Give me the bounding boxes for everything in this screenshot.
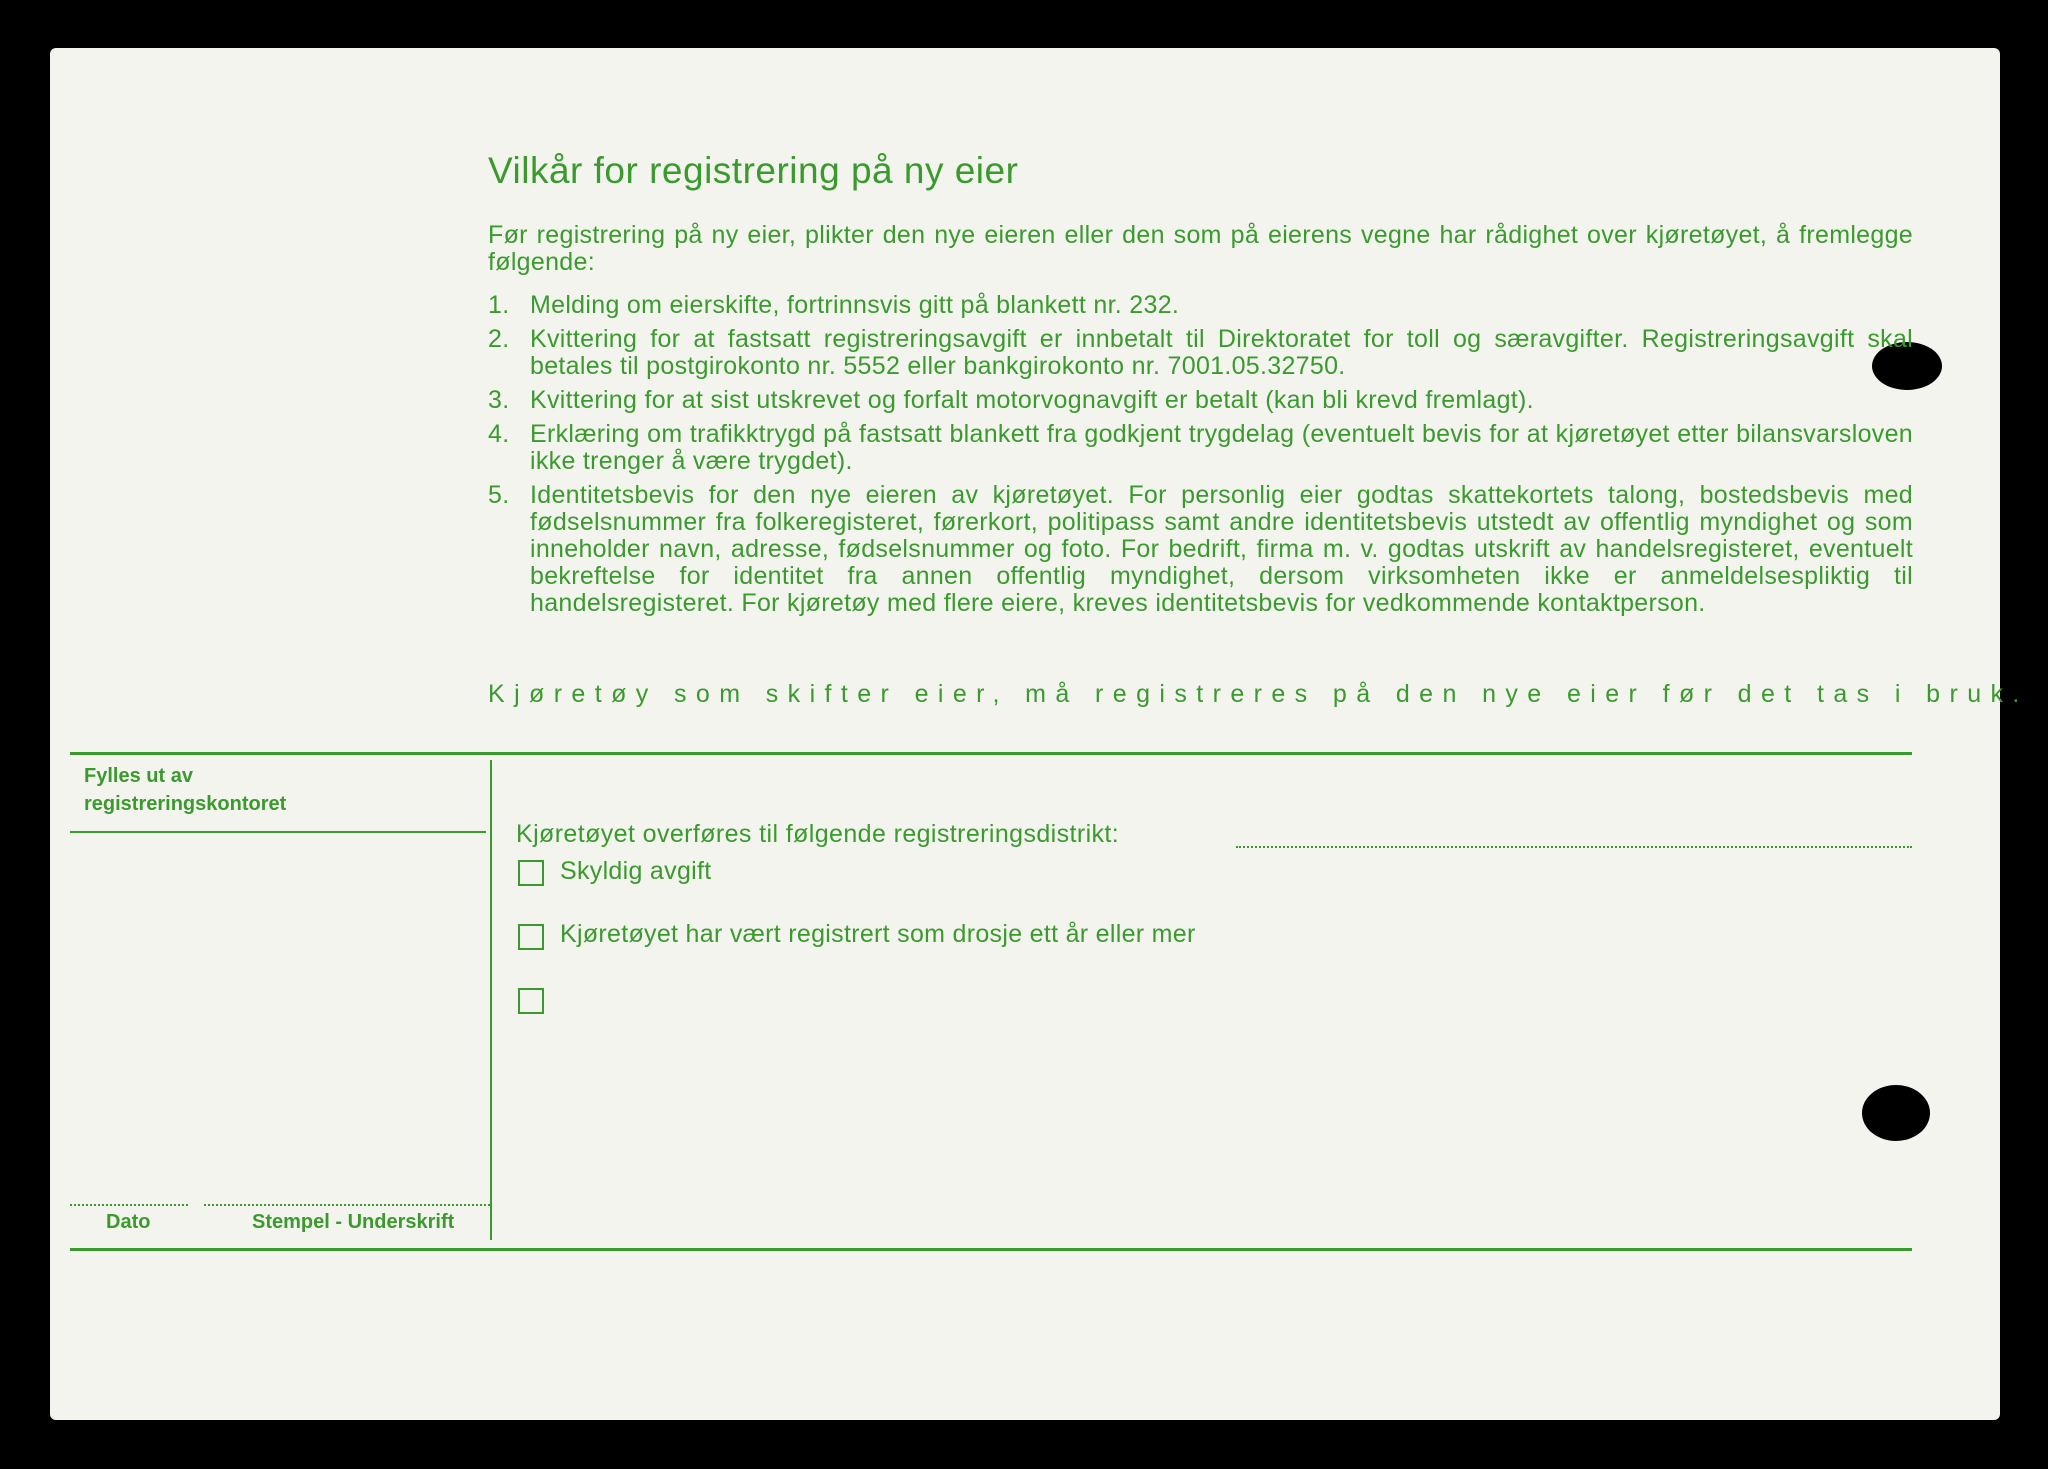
divider-bottom [70, 1248, 1912, 1251]
divider-top [70, 752, 1912, 755]
stamp-signature-field[interactable] [204, 1204, 490, 1206]
district-label: Kjøretøyet overføres til følgende registreringsdistrikt: [516, 820, 1120, 848]
list-item [488, 421, 1913, 475]
date-field[interactable] [70, 1204, 188, 1206]
warning-text: Kjøretøy som skifter eier, må registreres på den nye eier før det tas i bruk. [488, 680, 2029, 708]
item-number: 4. [488, 420, 510, 448]
stamp-signature-label: Stempel - Underskrift [252, 1211, 455, 1233]
item-text: Erklæring om trafikktrygd på fastsatt blankett fra godkjent trygdelag (eventuelt bevis for at kjøretøyet etter bilansvarsloven ikke trenger å være trygdet). [530, 420, 1913, 475]
list-item [488, 326, 1913, 380]
checkbox-skyldig-avgift[interactable] [518, 860, 544, 886]
document-title: Vilkår for registrering på ny eier [488, 150, 1019, 191]
item-text: Kvittering for at fastsatt registreringsavgift er innbetalt til Direktoratet for toll og særavgifter. Registreringsavgift skal betales til postgirokonto nr. 5552 eller bankgirokonto nr. 7001.05.32750. [530, 325, 1913, 380]
list-item [488, 482, 1913, 617]
office-label [84, 762, 286, 818]
item-number: 3. [488, 386, 510, 414]
list-item [488, 292, 1913, 319]
date-label: Dato [106, 1211, 151, 1233]
office-label-line1: Fylles ut av [84, 765, 193, 787]
office-label-line2: registreringskontoret [84, 793, 287, 815]
item-text: Identitetsbevis for den nye eieren av kjøretøyet. For personlig eier godtas skattekortets talong, bostedsbevis med fødselsnummer fra folkeregisteret, førerkort, politipass samt andre identitetsbevis utstedt av offentlig myndighet og som inneholder navn, adresse, fødselsnummer og foto. For bedrift, firma m. v. godtas utskrift av handelsregisteret, eventuelt bekreftelse for identitet fra annen offentlig myndighet, dersom virksomheten ikke er anmeldelsespliktig til handelsregisteret. For kjøretøy med flere eiere, kreves identitetsbevis for vedkommende kontaktperson. [530, 481, 1913, 617]
intro-paragraph: Før registrering på ny eier, plikter den nye eieren eller den som på eierens vegne har rådighet over kjøretøyet, å fremlegge følgende: [488, 221, 1913, 276]
item-number: 1. [488, 291, 510, 319]
divider-vertical [490, 760, 492, 1240]
checkbox-label-skyldig-avgift: Skyldig avgift [560, 857, 712, 885]
item-number: 2. [488, 325, 510, 353]
district-input[interactable] [1236, 846, 1912, 848]
item-number: 5. [488, 481, 510, 509]
punch-hole-bottom [1862, 1085, 1930, 1141]
item-text: Melding om eierskifte, fortrinnsvis gitt på blankett nr. 232. [530, 291, 1180, 319]
item-text: Kvittering for at sist utskrevet og forfalt motorvognavgift er betalt (kan bli krevd fremlagt). [530, 386, 1534, 414]
checkbox-drosje[interactable] [518, 924, 544, 950]
requirements-list [488, 292, 1913, 624]
office-label-underline [70, 831, 486, 833]
checkbox-blank[interactable] [518, 988, 544, 1014]
list-item [488, 387, 1913, 414]
checkbox-label-drosje: Kjøretøyet har vært registrert som drosje ett år eller mer [560, 920, 1196, 948]
